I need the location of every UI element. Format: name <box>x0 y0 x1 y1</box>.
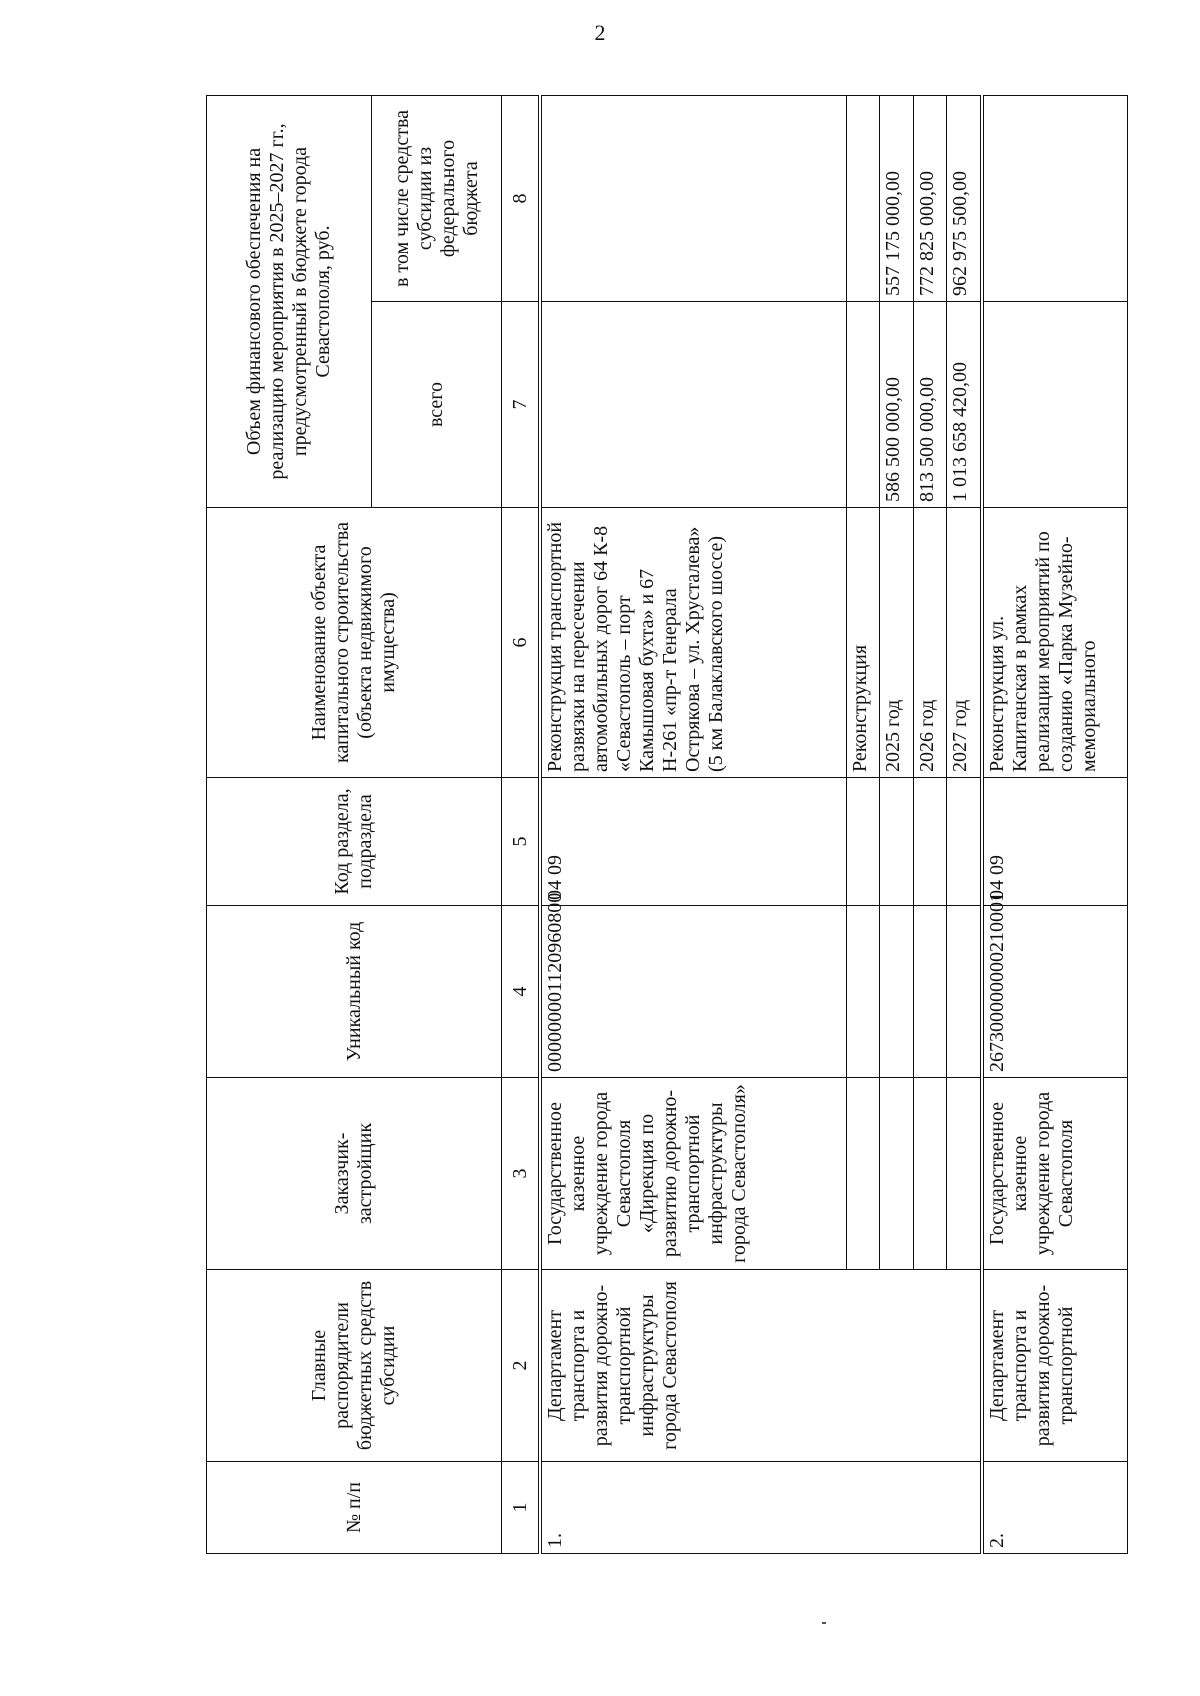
row-customer: Государственное казенное учреждение города Севастополя «Дирекция по развитию дорожно-транспортной инфраструктуры города Севастополя» <box>540 1078 847 1270</box>
column-number: 7 <box>502 302 541 508</box>
header-num: № п/п <box>207 1462 502 1554</box>
header-row-1 <box>207 95 372 1553</box>
header-funding: Объем финансового обеспечения на реализацию мероприятия в 2025–2027 гг., предусмотренный в бюджете города Севастополя, руб. <box>207 95 372 507</box>
row-num: 2. <box>982 1462 1127 1554</box>
row-total-empty <box>540 302 847 508</box>
column-number: 6 <box>502 508 541 778</box>
row-section-code: 04 09 <box>540 778 847 906</box>
header-unique-code: Уникальный код <box>207 906 502 1078</box>
row-section-code: 04 09 <box>982 778 1127 906</box>
table-row <box>540 95 847 1553</box>
table-row <box>982 95 1127 1553</box>
column-numbers-row <box>502 95 541 1553</box>
row-customer: Государственное казенное учреждение города Севастополя <box>982 1078 1127 1270</box>
row-manager: Департамент транспорта и развития дорожно-транспортной <box>982 1270 1127 1462</box>
row-manager: Департамент транспорта и развития дорожно-транспортной инфраструктуры города Севастополя <box>540 1270 982 1462</box>
column-number: 5 <box>502 778 541 906</box>
header-manager: Главные распорядители бюджетных средств субсидии <box>207 1270 502 1462</box>
row-sub-label: Реконструкция <box>847 508 880 778</box>
row-num: 1. <box>540 1462 982 1554</box>
header-total: всего <box>372 302 502 508</box>
column-number: 1 <box>502 1462 541 1554</box>
column-number: 8 <box>502 95 541 301</box>
funding-table-rotated <box>206 96 1128 1554</box>
header-federal: в том числе средства субсидии из федерального бюджета <box>372 95 502 301</box>
header-section-code: Код раздела, подраздела <box>207 778 502 906</box>
row-object-name: Реконструкция транспортной развязки на пересечении автомобильных дорог 64 К-8 «Севастополь – порт Камышовая бухта» и 67 Н-261 «пр-т Генерала Острякова – ул. Хрусталева» (5 км Балаклавского шоссе) <box>540 508 847 778</box>
year-label: 2026 год <box>913 508 946 778</box>
year-total: 813 500 000,00 <box>913 302 946 508</box>
year-total: 586 500 000,00 <box>880 302 913 508</box>
year-label: 2027 год <box>947 508 982 778</box>
column-number: 4 <box>502 906 541 1078</box>
header-object-name: Наименование объекта капитального строительства (объекта недвижимого имущества) <box>207 508 502 778</box>
page-number: 2 <box>594 20 606 45</box>
scan-speck <box>822 1622 826 1624</box>
year-federal: 772 825 000,00 <box>913 95 946 301</box>
row-federal-empty <box>540 95 847 301</box>
year-label: 2025 год <box>880 508 913 778</box>
row-unique-code: 000000001120960800 <box>540 906 847 1078</box>
row-unique-code: 267300000000210001 <box>982 906 1127 1078</box>
column-number: 2 <box>502 1270 541 1462</box>
year-federal: 962 975 500,00 <box>947 95 982 301</box>
funding-table <box>206 95 1128 1554</box>
year-federal: 557 175 000,00 <box>880 95 913 301</box>
year-total: 1 013 658 420,00 <box>947 302 982 508</box>
row-object-name: Реконструкция ул. Капитанская в рамках реализации мероприятий по созданию «Парка Музейно-мемориального <box>982 508 1127 778</box>
header-customer: Заказчик-застройщик <box>207 1078 502 1270</box>
column-number: 3 <box>502 1078 541 1270</box>
